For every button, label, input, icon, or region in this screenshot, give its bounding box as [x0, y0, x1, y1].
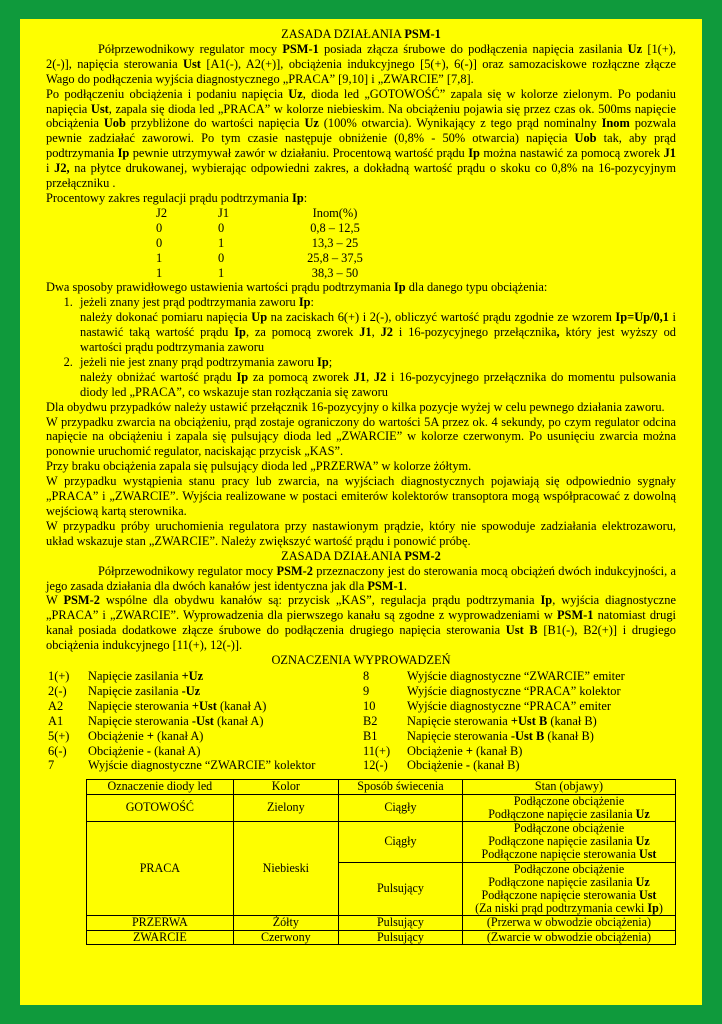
- range-row: [156, 236, 390, 251]
- pin-description: Napięcie zasilania -Uz: [88, 683, 201, 698]
- pin-description: Obciążenie - (kanał B): [407, 758, 520, 773]
- psm1-paragraph-operation: Po podłączeniu obciążenia i podaniu napięcia Uz, dioda led „GOTOWOŚĆ” zapala się w kolorze zielonym. Po podaniu napięcia Ust, zapala się dioda led „PRACA” w kolorze niebieskim. Na obciążeniu pojawia się przez czas ok. 500ms napięcie obciążenia Uob przybliżone do wartości napięcia Uz (100% otwarcia). Wynikający z tego prąd nominalny Inom pozwala pewnie zadziałać zaworowi. Po tym czasie następuje obniżenie (0,8% - 50% otwarcia) napięcia Uob tak, aby prąd podtrzymania Ip pewnie utrzymywał zawór w działaniu. Procentową wartość prądu Ip można nastawić za pomocą zworek J1 i J2, na płytce drukowanej, wybierając odpowiedni zakres, a dokładną wartość prądu o skoku co 0,8% na 16-pozycyjnym przełączniku .: [46, 86, 676, 191]
- pin-description: Obciążenie + (kanał A): [88, 728, 204, 743]
- pin-label: 8: [363, 668, 370, 683]
- range-head-j2: J2: [156, 205, 168, 220]
- range-cell: 0: [156, 220, 163, 235]
- pins-right-column: [361, 669, 676, 773]
- led-table: [86, 779, 676, 944]
- led-mode: Pulsujący: [338, 930, 462, 944]
- psm1-paragraph-connectors: Półprzewodnikowy regulator mocy PSM-1 posiada złącza śrubowe do podłączenia napięcia zasilania Uz [1(+), 2(-)], napięcia sterowania Ust [A1(-), A2(+)], obciążenia indukcyjnego [5(+), 6(-)] oraz samozaciskowe rozłączne złącze Wago do podłączenia wyjścia diagnostycznego „PRACA” [9,10] i „ZWARCIE” [7,8].: [46, 41, 677, 86]
- led-color: Żółty: [233, 916, 338, 930]
- pin-row: [46, 669, 361, 684]
- pin-row: [46, 729, 361, 744]
- pin-label: A2: [48, 698, 64, 713]
- range-row: [156, 221, 390, 236]
- led-color: Niebieski: [233, 821, 338, 915]
- led-mode: Pulsujący: [338, 916, 462, 930]
- range-cell: 0: [156, 235, 163, 250]
- led-name: GOTOWOŚĆ: [87, 794, 234, 821]
- pin-row: [361, 729, 676, 744]
- pin-row: [46, 684, 361, 699]
- pin-label: A1: [48, 713, 64, 728]
- range-cell: 0: [218, 220, 225, 235]
- range-cell: 1: [156, 250, 163, 265]
- led-row-praca: [87, 821, 676, 862]
- led-name: PRZERWA: [87, 916, 234, 930]
- led-row-zwarcie: [87, 930, 676, 944]
- pin-row: [361, 758, 676, 773]
- way-known-head: jeżeli znany jest prąd podtrzymania zaworu Ip:: [80, 295, 314, 310]
- way-unknown-head: jeżeli nie jest znany prąd podtrzymania zaworu Ip;: [80, 354, 333, 369]
- pin-row: [361, 744, 676, 759]
- led-head-name: Oznaczenie diody led: [87, 780, 234, 794]
- led-head-mode: Sposób świecenia: [338, 780, 462, 794]
- psm1-ways-caption: Dwa sposoby prawidłowego ustawienia wartości prądu podtrzymania Ip dla danego typu obciążenia:: [46, 280, 548, 295]
- pin-description: Wyjście diagnostyczne “PRACA” emiter: [407, 698, 611, 713]
- range-cell: 13,3 – 25: [311, 235, 359, 250]
- pin-label: 5(+): [48, 728, 70, 743]
- psm2-title: ZASADA DZIAŁANIA PSM-2: [281, 548, 441, 563]
- pin-row: [46, 744, 361, 759]
- led-state: (Przerwa w obwodzie obciążenia): [462, 916, 675, 930]
- pin-description: Wyjście diagnostyczne “ZWARCIE” kolektor: [88, 758, 316, 773]
- pin-description: Napięcie zasilania +Uz: [88, 668, 204, 683]
- range-row: [156, 266, 390, 281]
- range-head-j1: J1: [218, 205, 230, 220]
- pin-label: 7: [48, 758, 55, 773]
- pin-description: Napięcie sterowania +Ust B (kanał B): [407, 713, 597, 728]
- pin-description: Obciążenie - (kanał A): [88, 743, 201, 758]
- pin-label: B1: [363, 728, 378, 743]
- psm2-paragraph-common: W PSM-2 wspólne dla obydwu kanałów są: przycisk „KAS”, regulacja prądu podtrzymania Ip, wyjścia diagnostyczne „PRACA” i „ZWARCIE”. Wyprowadzenia dla pierwszego kanału są zgodne z wyprowadzeniami w PSM-1 natomiast drugi kanał posiada dodatkowe złącze śrubowe do podłączenia drugiego napięcia sterowania Ust B [B1(-), B2(+)] i drugiego obciążenia indukcyjnego [11(+), 12(-)].: [46, 593, 676, 653]
- led-color: Zielony: [233, 794, 338, 821]
- current-range-table: [156, 206, 390, 281]
- way-item-known: [76, 295, 676, 355]
- led-mode: Pulsujący: [338, 862, 462, 916]
- led-head-color: Kolor: [233, 780, 338, 794]
- led-state: Podłączone obciążenie Podłączone napięcie zasilania Uz Podłączone napięcie sterowania Ust: [462, 821, 675, 862]
- setting-ways-list: [46, 295, 676, 399]
- led-row-gotowosc: [87, 794, 676, 821]
- psm1-paragraph-signals: W przypadku wystąpienia stanu pracy lub zwarcia, na wyjściach diagnostycznych pojawiają się odpowiednio sygnały „PRACA” i „ZWARCIE”. Wyjścia realizowane w postaci emiterów kolektorów transoptora mogą współpracować z dowolną wejściową kartą sterownika.: [46, 474, 676, 518]
- pin-label: 6(-): [48, 743, 67, 758]
- pin-description: Napięcie sterowania +Ust (kanał A): [88, 698, 267, 713]
- pin-label: 2(-): [48, 683, 67, 698]
- psm1-range-caption: Procentowy zakres regulacji prądu podtrzymania Ip:: [46, 190, 308, 205]
- led-name: PRACA: [87, 821, 234, 915]
- range-row: [156, 251, 390, 266]
- pin-label: 9: [363, 683, 370, 698]
- psm1-title: ZASADA DZIAŁANIA PSM-1: [281, 27, 441, 41]
- led-row-przerwa: [87, 916, 676, 930]
- led-state: Podłączone obciążenie Podłączone napięcie zasilania Uz: [462, 794, 675, 821]
- pin-description: Wyjście diagnostyczne “PRACA” kolektor: [407, 683, 621, 698]
- way-unknown-body: należy obniżać wartość prądu Ip za pomocą zworek J1, J2 i 16-pozycyjnego przełącznika do momentu pulsowania diody led „PRACA”, co wskazuje stan rozłączania się zaworu: [80, 369, 676, 399]
- pin-row: [46, 714, 361, 729]
- led-state: (Zwarcie w obwodzie obciążenia): [462, 930, 675, 944]
- led-name: ZWARCIE: [87, 930, 234, 944]
- pin-description: Wyjście diagnostyczne “ZWARCIE” emiter: [407, 668, 625, 683]
- range-cell: 0,8 – 12,5: [310, 220, 360, 235]
- pin-row: [46, 699, 361, 714]
- pin-row: [361, 669, 676, 684]
- pin-row: [361, 699, 676, 714]
- led-header-row: [87, 780, 676, 794]
- led-mode: Ciągły: [338, 794, 462, 821]
- way-item-unknown: [76, 355, 676, 400]
- range-cell: 38,3 – 50: [311, 265, 359, 280]
- pin-label: B2: [363, 713, 378, 728]
- pins-title: OZNACZENIA WYPROWADZEŃ: [271, 653, 451, 668]
- psm1-paragraph-start-test: W przypadku próby uruchomienia regulatora przy nastawionym prądzie, który nie spowoduje zadziałania elektrozaworu, układ wskazuje stan „ZWARCIE”. Należy zwiększyć wartość prądu i ponowić próbę.: [46, 518, 676, 548]
- led-state: Podłączone obciążenie Podłączone napięcie zasilania Uz Podłączone napięcie sterowania Ust (Za niski prąd podtrzymania cewki Ip): [462, 862, 675, 916]
- led-color: Czerwony: [233, 930, 338, 944]
- pins-left-column: [46, 669, 361, 773]
- pin-description: Obciążenie + (kanał B): [407, 743, 523, 758]
- range-cell: 1: [218, 235, 225, 250]
- range-head-inom: Inom(%): [312, 205, 358, 220]
- led-head-state: Stan (objawy): [462, 780, 675, 794]
- pin-description: Napięcie sterowania -Ust (kanał A): [88, 713, 264, 728]
- pin-label: 11(+): [363, 743, 391, 758]
- psm1-paragraph-short: W przypadku zwarcia na obciążeniu, prąd zostaje ograniczony do wartości 5A przez ok. 4 sekundy, po czym regulator odcina napięcie na obciążeniu i zapala się pulsujący dioda led „ZWARCIE” w kolorze czerwonym. Po usunięciu zwarcia można ponownie uruchomić regulator, naciskając przycisk „KAS”.: [46, 414, 676, 459]
- range-cell: 1: [218, 265, 225, 280]
- psm1-paragraph-both: Dla obydwu przypadków należy ustawić przełącznik 16-pozycyjny o kilka pozycje wyżej w celu pewnego działania zaworu.: [46, 399, 665, 414]
- pin-description: Napięcie sterowania -Ust B (kanał B): [407, 728, 594, 743]
- pin-designations: [46, 669, 676, 773]
- pin-row: [46, 758, 361, 773]
- pin-label: 10: [363, 698, 376, 713]
- range-cell: 1: [156, 265, 163, 280]
- pin-label: 12(-): [363, 758, 388, 773]
- led-mode: Ciągły: [338, 821, 462, 862]
- pin-row: [361, 684, 676, 699]
- pin-row: [361, 714, 676, 729]
- range-header-row: [156, 206, 390, 221]
- way-known-body: należy dokonać pomiaru napięcia Up na zaciskach 6(+) i 2(-), obliczyć wartość prądu zgodnie ze wzorem Ip=Up/0,1 i nastawić taką wartość prądu Ip, za pomocą zworek J1, J2 i 16-pozycyjnego przełącznika, który jest wyższy od wartości prądu podtrzymania zaworu: [80, 310, 677, 355]
- psm2-paragraph-intro: Półprzewodnikowy regulator mocy PSM-2 przeznaczony jest do sterowania mocą obciążeń dwóch indukcyjności, a jego zasada działania dla dwóch kanałów jest identyczna jak dla PSM-1.: [46, 563, 676, 593]
- range-cell: 0: [218, 250, 225, 265]
- pin-label: 1(+): [48, 668, 70, 683]
- psm1-paragraph-no-load: Przy braku obciążenia zapala się pulsujący dioda led „PRZERWA” w kolorze żółtym.: [46, 459, 472, 474]
- document-page: [20, 19, 702, 1005]
- range-cell: 25,8 – 37,5: [307, 250, 363, 265]
